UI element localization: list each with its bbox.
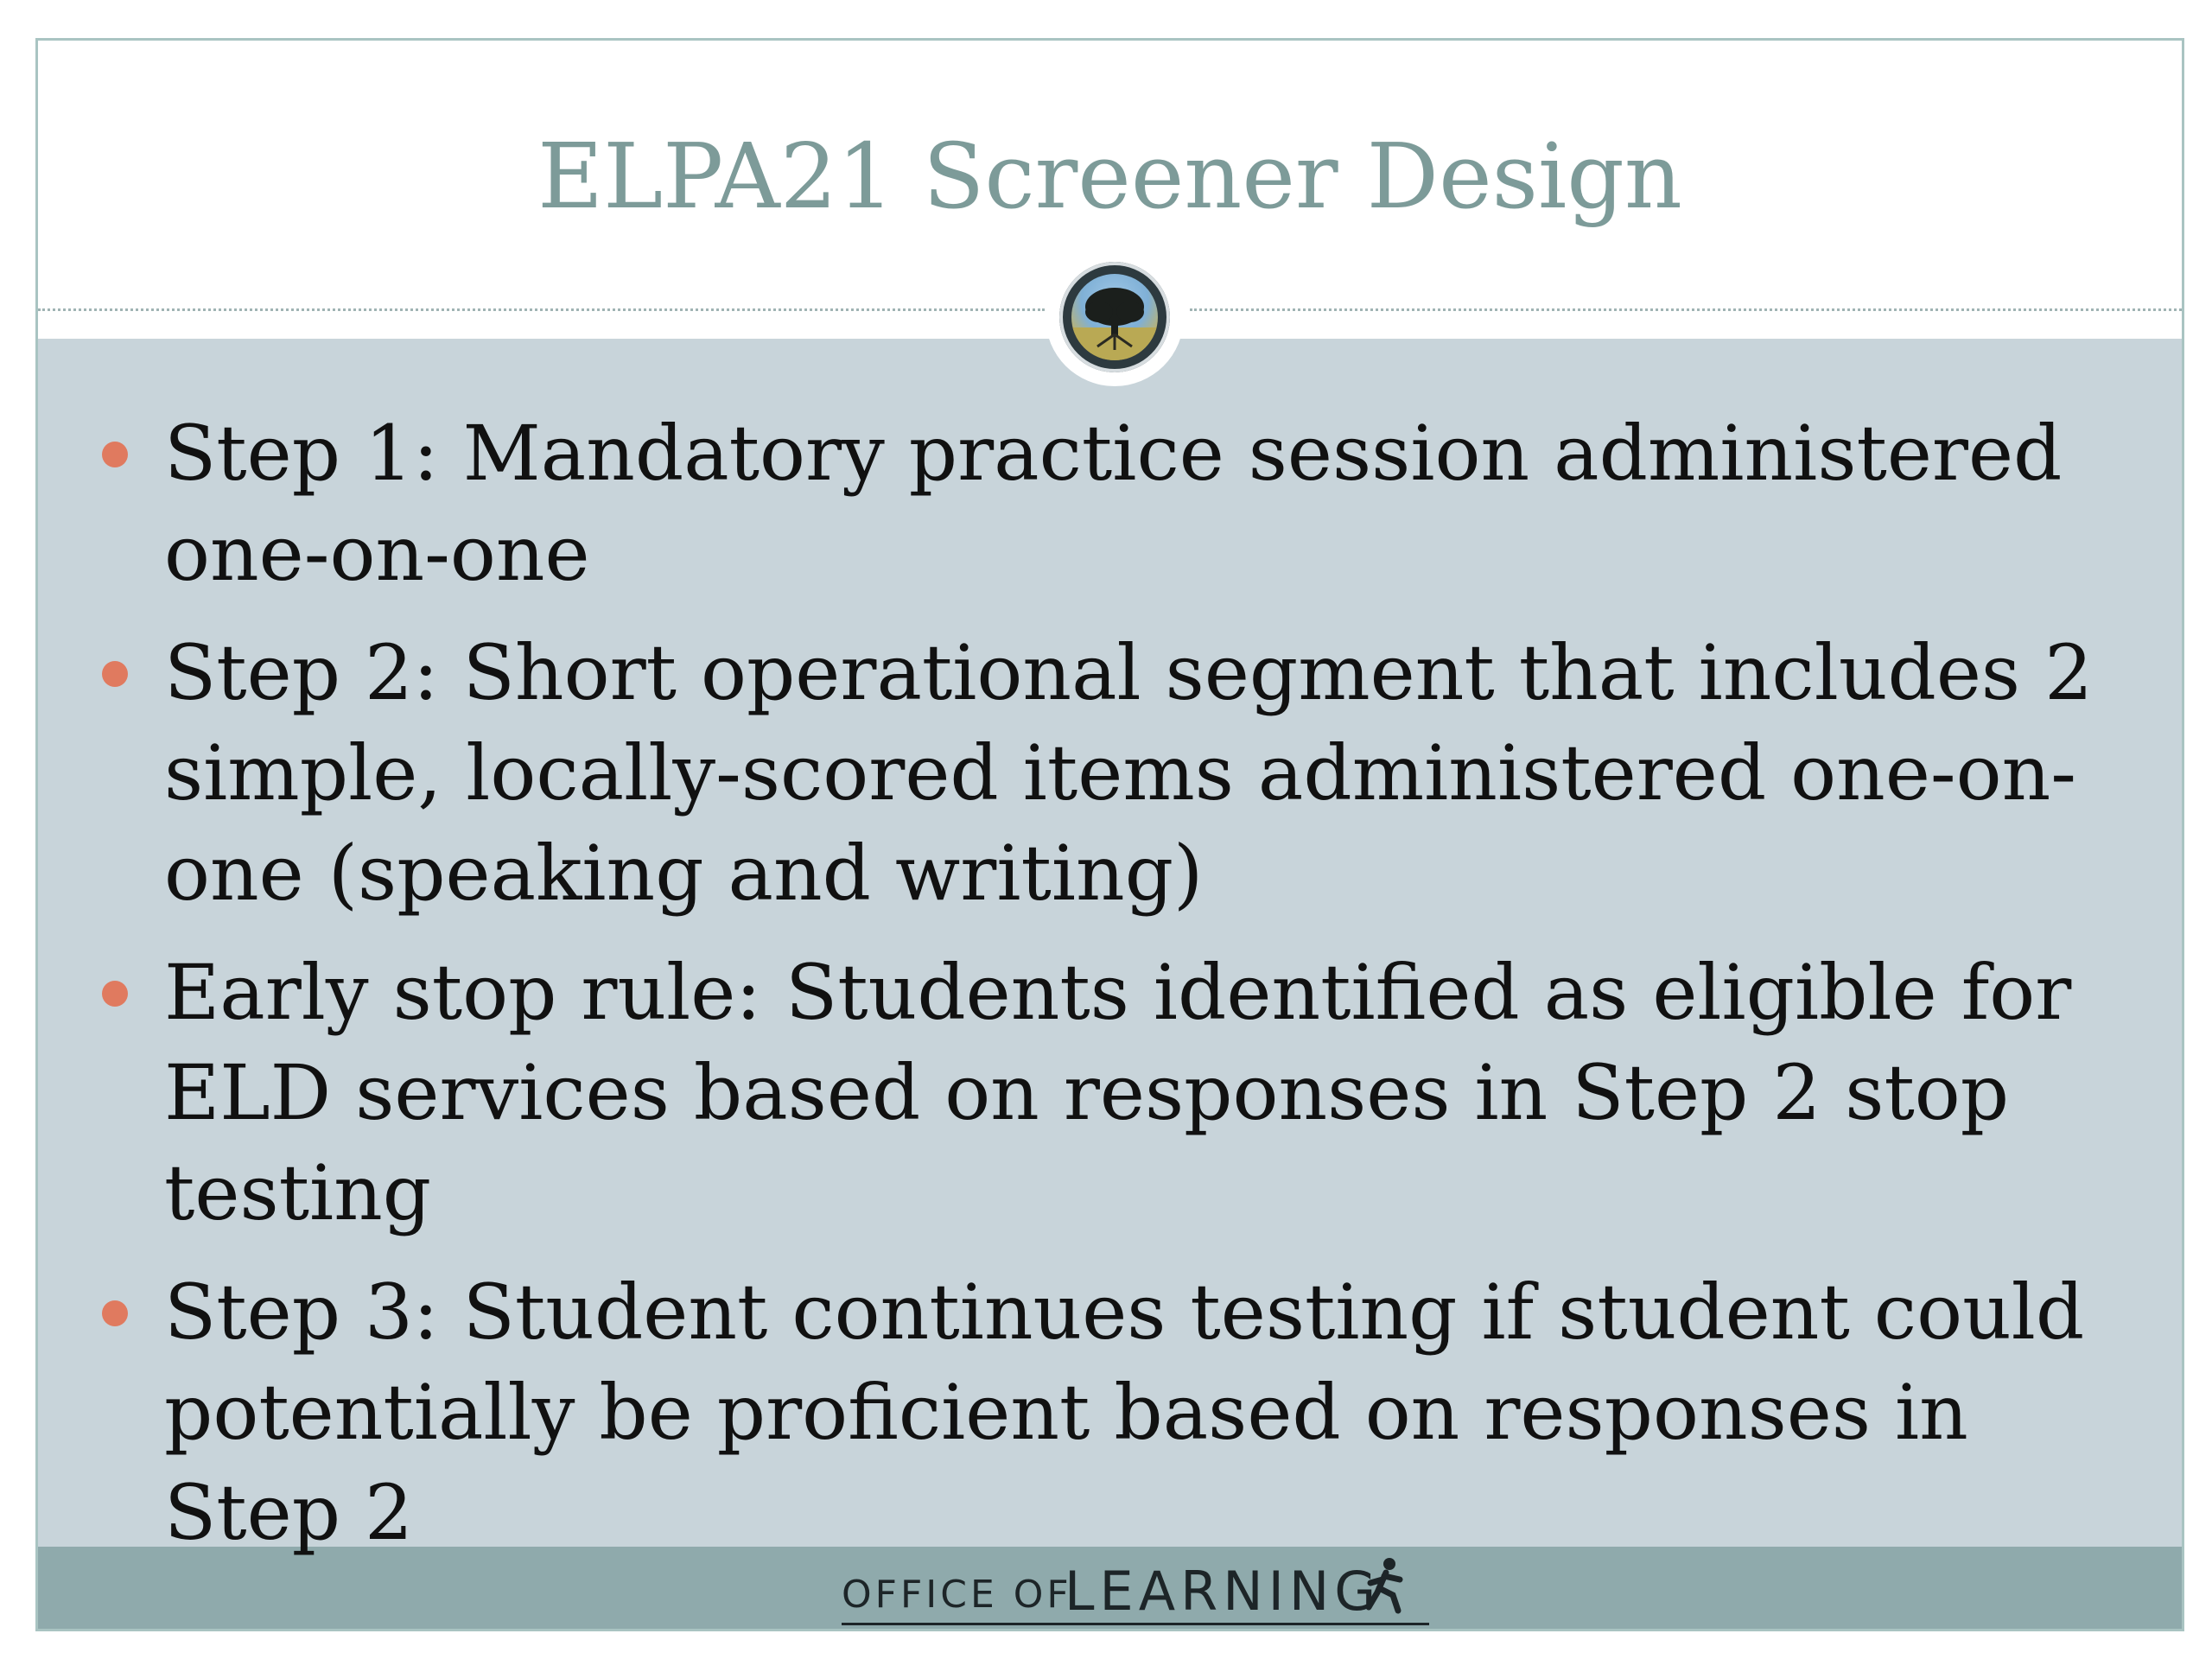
bullet-text: Early stop rule: Students identified as eligible for ELD services based on responses in Step 2 stop testing xyxy=(164,948,2072,1237)
footer-underline xyxy=(842,1623,1429,1625)
bullet-item xyxy=(38,943,2182,1243)
footer-small-text: OFFICE OF xyxy=(842,1573,1072,1617)
bullet-text: Step 2: Short operational segment that includes 2 simple, locally-scored items administered one-on-one (speaking and writing) xyxy=(164,628,2094,918)
bullet-text: Step 3: Student continues testing if student could potentially be proficient based on responses in Step 2 xyxy=(164,1268,2085,1557)
slide-title: ELPA21 Screener Design xyxy=(537,124,1682,229)
bullet-item xyxy=(38,404,2182,604)
title-divider-left xyxy=(38,308,1045,311)
tree-icon xyxy=(1071,274,1158,360)
bullet-item xyxy=(38,623,2182,924)
bullet-text: Step 1: Mandatory practice session administered one-on-one xyxy=(164,409,2063,598)
tree-emblem-icon xyxy=(1046,248,1184,386)
bullet-dot-icon xyxy=(102,661,128,687)
title-divider-right xyxy=(1190,308,2184,311)
bullet-dot-icon xyxy=(102,442,128,467)
emblem-inner xyxy=(1071,274,1158,360)
bullet-item xyxy=(38,1262,2182,1563)
bullet-dot-icon xyxy=(102,1300,128,1326)
emblem-ring xyxy=(1059,262,1170,372)
slide xyxy=(35,38,2184,1631)
bullet-list xyxy=(38,404,2182,1582)
footer-big-text: LEARNING xyxy=(1065,1560,1382,1623)
bullet-dot-icon xyxy=(102,981,128,1007)
